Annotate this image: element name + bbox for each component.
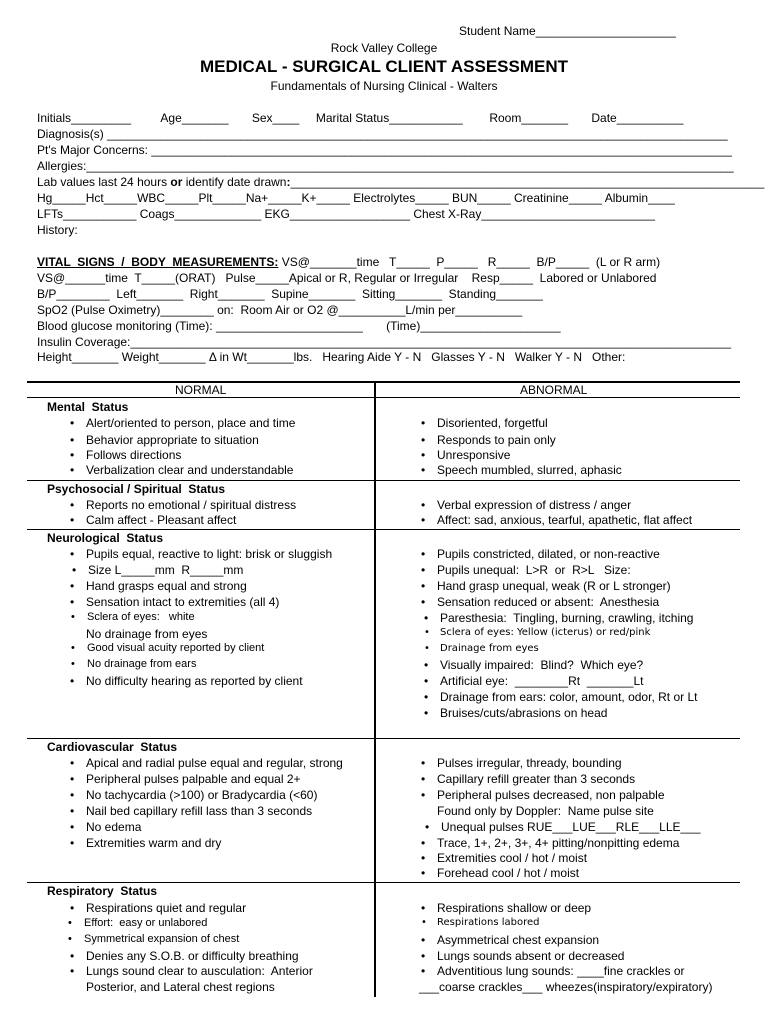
list-item: • Unequal pulses RUE___LUE___RLE___LLE___ xyxy=(441,820,701,834)
lab-values-field[interactable] xyxy=(37,175,764,189)
list-item: • Reports no emotional / spiritual distress xyxy=(86,498,296,512)
cardiovascular-status-title: Cardiovascular Status xyxy=(47,740,178,754)
list-item: • Bruises/cuts/abrasions on head xyxy=(440,706,607,720)
table-divider xyxy=(27,882,740,883)
list-item: • Pulses irregular, thready, bounding xyxy=(437,756,622,770)
list-item: • Symmetrical expansion of chest xyxy=(84,933,239,945)
list-item: • Sclera of eyes: Yellow (icterus) or red/pink xyxy=(440,627,650,638)
form-title: MEDICAL - SURGICAL CLIENT ASSESSMENT xyxy=(199,57,569,76)
list-item: • Drainage from eyes xyxy=(440,643,539,654)
table-top-border xyxy=(27,381,740,383)
vitals-heading: VITAL SIGNS / BODY MEASUREMENTS: xyxy=(37,255,279,269)
list-item: • Good visual acuity reported by client xyxy=(87,642,264,654)
student-name-field[interactable]: Student Name_____________________ xyxy=(459,24,676,38)
history-field[interactable]: History: xyxy=(37,223,78,237)
list-item: • Verbalization clear and understandable xyxy=(86,463,293,477)
list-item: • Lungs sounds absent or decreased xyxy=(437,949,624,963)
abnormal-header: ABNORMAL xyxy=(520,383,588,397)
measurements-row[interactable]: Height_______ Weight_______ Δ in Wt_______lbs. Hearing Aide Y - N Glasses Y - N Walker Y - N Other: xyxy=(37,350,626,364)
list-item: • Disoriented, forgetful xyxy=(437,416,548,430)
vitals-row-1-text: VS@_______time T_____ P_____ R_____ B/P_____ (L or R arm) xyxy=(278,255,661,269)
list-item: • No difficulty hearing as reported by client xyxy=(86,674,303,688)
lab-values-or: or xyxy=(170,175,183,189)
list-item: • Respirations labored xyxy=(437,917,540,928)
list-item: • Trace, 1+, 2+, 3+, 4+ pitting/nonpitting edema xyxy=(437,836,679,850)
list-item: • Responds to pain only xyxy=(437,433,556,447)
list-item: • Extremities cool / hot / moist xyxy=(437,851,587,865)
list-item: ___coarse crackles___ wheezes(inspiratory/expiratory) xyxy=(419,980,713,994)
lab-values-blank: _______________________________________________________________________ xyxy=(290,175,765,189)
lab-values-date-label: identify date drawn xyxy=(182,175,287,189)
list-item: • Peripheral pulses palpable and equal 2+ xyxy=(86,772,301,786)
list-item: • Verbal expression of distress / anger xyxy=(437,498,631,512)
list-item: • Respirations quiet and regular xyxy=(86,901,246,915)
bp-row[interactable]: B/P________ Left_______ Right_______ Supine_______ Sitting_______ Standing_______ xyxy=(37,287,543,301)
list-item: Posterior, and Lateral chest regions xyxy=(86,980,275,994)
list-item: • Nail bed capillary refill lass than 3 seconds xyxy=(86,804,312,818)
list-item: • Behavior appropriate to situation xyxy=(86,433,259,447)
list-item: • Respirations shallow or deep xyxy=(437,901,591,915)
labs-row[interactable]: Hg_____Hct_____WBC_____Plt_____Na+_____K+_____ Electrolytes_____ BUN_____ Creatinine_____ Albumin____ xyxy=(37,191,675,205)
list-item: • Unresponsive xyxy=(437,448,510,462)
list-item: • Pupils unequal: L>R or R>L Size: xyxy=(437,563,631,577)
form-subtitle: Fundamentals of Nursing Clinical - Walters xyxy=(270,79,498,93)
list-item: • Adventitious lung sounds: ____fine crackles or xyxy=(437,964,684,978)
list-item: • Asymmetrical chest expansion xyxy=(437,933,599,947)
list-item: • Sensation intact to extremities (all 4) xyxy=(86,595,279,609)
list-item: • Sensation reduced or absent: Anesthesia xyxy=(437,595,659,609)
list-item: • Affect: sad, anxious, tearful, apathetic, flat affect xyxy=(437,513,692,527)
table-divider xyxy=(27,738,740,739)
neurological-status-title: Neurological Status xyxy=(47,531,164,545)
list-item: • No drainage from ears xyxy=(87,658,196,670)
list-item: • No tachycardia (>100) or Bradycardia (<60) xyxy=(86,788,317,802)
diagnosis-field[interactable]: Diagnosis(s) _____________________________________________________________________________________________ xyxy=(37,127,728,141)
spo2-row[interactable]: SpO2 (Pulse Oximetry)________ on: Room Air or O2 @__________L/min per__________ xyxy=(37,303,523,317)
list-item: • Drainage from ears: color, amount, odor, Rt or Lt xyxy=(440,690,697,704)
psychosocial-status-title: Psychosocial / Spiritual Status xyxy=(47,482,226,496)
list-item: • Size L_____mm R_____mm xyxy=(88,563,243,577)
allergies-field[interactable]: Allergies:_________________________________________________________________________________________________ xyxy=(37,159,734,173)
list-item: • Effort: easy or unlabored xyxy=(84,917,207,929)
list-item: • Visually impaired: Blind? Which eye? xyxy=(440,658,643,672)
vitals-row-2[interactable]: VS@______time T_____(ORAT) Pulse_____Apical or R, Regular or Irregular Resp_____ Labored or Unlabored xyxy=(37,271,657,285)
normal-header: NORMAL xyxy=(175,383,227,397)
list-item: • Pupils constricted, dilated, or non-reactive xyxy=(437,547,660,561)
list-item: No drainage from eyes xyxy=(86,627,208,641)
lab-values-label: Lab values last 24 hours xyxy=(37,175,171,189)
list-item: • No edema xyxy=(86,820,141,834)
list-item: • Extremities warm and dry xyxy=(86,836,221,850)
college-name: Rock Valley College xyxy=(330,41,438,55)
list-item: • Hand grasps equal and strong xyxy=(86,579,247,593)
list-item: • Capillary refill greater than 3 seconds xyxy=(437,772,635,786)
major-concerns-field[interactable]: Pt's Major Concerns: _______________________________________________________________________________________ xyxy=(37,143,732,157)
list-item: • Peripheral pulses decreased, non palpable xyxy=(437,788,665,802)
list-item: • Artificial eye: ________Rt _______Lt xyxy=(440,674,643,688)
list-item: • Paresthesia: Tingling, burning, crawling, itching xyxy=(440,611,693,625)
lfts-row[interactable]: LFTs___________ Coags_____________ EKG__________________ Chest X-Ray__________________________ xyxy=(37,207,655,221)
list-item: • Forehead cool / hot / moist xyxy=(437,866,579,880)
list-item: • Pupils equal, reactive to light: brisk or sluggish xyxy=(86,547,332,561)
list-item: • Calm affect - Pleasant affect xyxy=(86,513,236,527)
mental-status-title: Mental Status xyxy=(47,400,129,414)
table-column-divider xyxy=(374,381,376,997)
list-item: Found only by Doppler: Name pulse site xyxy=(437,804,654,818)
list-item: • Sclera of eyes: white xyxy=(87,611,195,623)
table-divider xyxy=(27,529,740,530)
list-item: • Follows directions xyxy=(86,448,181,462)
vitals-row-1[interactable] xyxy=(37,255,660,269)
table-header-border xyxy=(27,397,740,398)
insulin-row[interactable]: Insulin Coverage:__________________________________________________________________________________________ xyxy=(37,335,732,349)
list-item: • Apical and radial pulse equal and regular, strong xyxy=(86,756,343,770)
list-item: • Denies any S.O.B. or difficulty breathing xyxy=(86,949,299,963)
glucose-row[interactable]: Blood glucose monitoring (Time): ______________________ (Time)_____________________ xyxy=(37,319,561,333)
list-item: • Hand grasp unequal, weak (R or L stronger) xyxy=(437,579,671,593)
list-item: • Speech mumbled, slurred, aphasic xyxy=(437,463,622,477)
list-item: • Alert/oriented to person, place and time xyxy=(86,416,295,430)
demographics-row[interactable]: Initials_________ Age_______ Sex____ Marital Status___________ Room_______ Date__________ xyxy=(37,111,684,125)
respiratory-status-title: Respiratory Status xyxy=(47,884,158,898)
lab-values-colon: : xyxy=(286,175,291,189)
table-divider xyxy=(27,480,740,481)
list-item: • Lungs sound clear to ausculation: Anterior xyxy=(86,964,313,978)
